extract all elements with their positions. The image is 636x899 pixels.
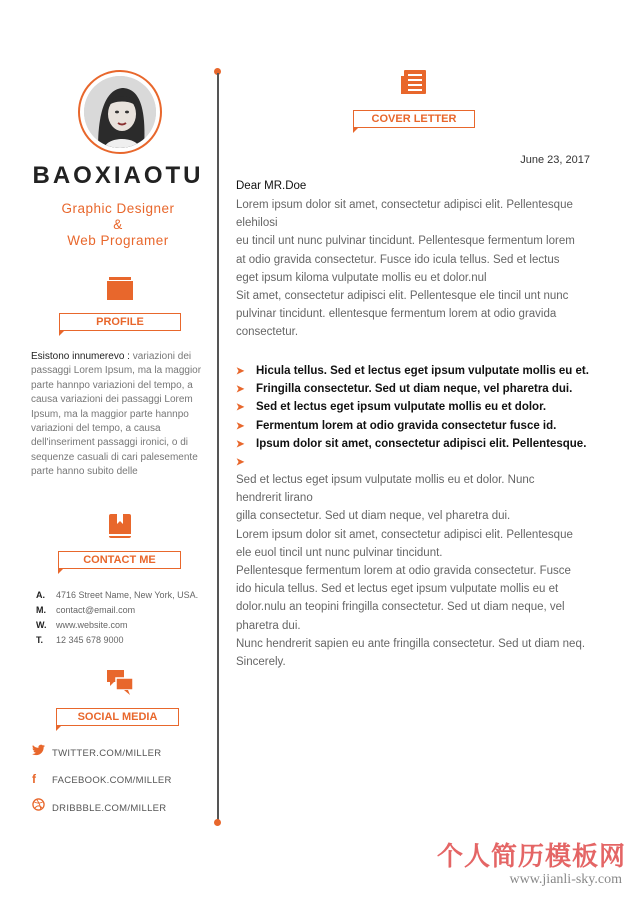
text-line: pharetra dui. [236,619,301,632]
list-item [236,398,616,416]
person-name: BAOXIAOTU [32,162,204,189]
text-line: ido hicula tellus. Sed et lectus eget ipsum vulputate mollis eu et [236,583,559,596]
bullet-text: Sed et lectus eget ipsum vulputate mollis eu et dolor. [256,401,547,414]
social-label: FACEBOOK.COM/MILLER [52,775,172,786]
social-label: DRIBBBLE.COM/MILLER [52,803,167,814]
contact-key: A. [36,590,45,600]
profile-body: variazioni dei passaggi Lorem Ipsum, ma la maggior parte hannpo variazioni del tempo, a causa variazioni dei passaggi Lorem Ipsum, ma la maggior parte hannpo variazioni del tempo, a causa dell'inseriment passaggi ironici, o di sequenze casuali di cari palesemente parte hanno subito delle [31,351,202,478]
profile-heading: PROFILE [59,313,181,331]
arrow-bullet-icon: ➤ [236,366,245,377]
list-item [236,362,616,380]
text-line: Sincerely. [236,656,286,669]
cover-letter-heading: COVER LETTER [353,110,475,128]
arrow-bullet-icon: ➤ [236,420,245,432]
social-heading: SOCIAL MEDIA [56,708,179,726]
text-line: Lorem ipsum dolor sit amet, consectetur adipisci elit. Pellentesque [236,528,573,541]
avatar [84,76,156,148]
bullet-list [236,362,616,471]
text-line: Sit amet, consectetur adipisci elit. Pellentesque ele tincil unt nunc [236,290,569,303]
newspaper-icon [400,68,428,96]
role-line-1: Graphic Designer [61,201,175,216]
contact-email [36,605,135,615]
text-line: Sed et lectus eget ipsum vulputate mollis eu et dolor. Nunc [236,474,535,486]
contact-phone [36,635,124,645]
role-line-3: Web Programer [67,233,169,248]
arrow-bullet-icon: ➤ [236,438,245,450]
profile-lead: Esistono innumerevo : [31,351,130,362]
text-line: dolor.nulu an teopini fringilla consectetur. Sed ut diam neque, vel [236,601,565,614]
text-line: at odio gravida consectetur. Fusce ido icula tellus. Sed et lectus [236,253,560,266]
text-line: consectetur. [236,326,299,339]
contact-address [36,590,198,600]
text-line: eget ipsum kiloma vulputate mollis eu et dolor.nul [236,271,487,284]
profile-text [31,350,215,492]
watermark-url: www.jianli-sky.com [509,872,622,887]
divider-bottom-dot [214,819,221,826]
letter-paragraph-2 [236,471,596,671]
social-facebook[interactable] [32,772,172,786]
list-item [236,435,616,453]
list-item [236,380,616,398]
dribbble-icon [32,798,52,814]
contact-value: 12 345 678 9000 [56,635,124,645]
contact-heading: CONTACT ME [58,551,181,569]
bullet-text: Ipsum dolor sit amet, consectetur adipisci elit. Pellentesque. [256,437,587,450]
column-divider [217,73,219,822]
letter-paragraph-1 [236,196,596,342]
text-line: ele euol tincil unt nunc pulvinar tincidunt. [236,546,443,559]
list-item [236,417,616,435]
bullet-text: Fringilla consectetur. Sed ut diam neque, vel pharetra dui. [256,383,573,396]
contact-key: W. [36,620,47,630]
contact-website [36,620,128,630]
arrow-bullet-icon: ➤ [236,384,245,396]
text-line: hendrerit lirano [236,492,313,505]
text-line: Lorem ipsum dolor sit amet, consectetur adipisci elit. Pellentesque [236,199,573,211]
bullet-text: Hicula tellus. Sed et lectus eget ipsum vulputate mollis eu et. [256,365,589,377]
arrow-bullet-icon: ➤ [236,402,245,414]
bullet-text: Fermentum lorem at odio gravida consectetur fusce id. [256,419,557,432]
twitter-icon [32,744,52,759]
text-line: elehilosi [236,217,278,230]
contact-value: 4716 Street Name, New York, USA. [56,590,199,600]
contact-key: M. [36,605,46,615]
watermark-text: 个人简历模板网 [436,841,626,871]
greeting: Dear MR.Doe [236,180,307,192]
text-line: Pellentesque fermentum lorem at odio gravida consectetur. Fusce [236,565,571,578]
text-line: pulvinar tincidunt. ellentesque fermentum lorem at odio gravida [236,308,557,321]
contact-value[interactable]: www.website.com [56,620,128,630]
contact-key: T. [36,635,44,645]
folder-icon [106,275,134,303]
text-line: gilla consectetur. Sed ut diam neque, vel pharetra dui. [236,510,511,523]
contact-value[interactable]: contact@email.com [56,605,136,615]
list-item [236,453,616,471]
social-twitter[interactable] [32,744,161,759]
text-line: eu tincil unt nunc pulvinar tincidunt. Pellentesque fermentum lorem [236,235,575,248]
letter-date: June 23, 2017 [520,154,590,166]
text-line: Nunc hendrerit sapien eu ante fringilla consectetur. Sed ut diam neq. [236,637,586,650]
social-label: TWITTER.COM/MILLER [52,748,162,759]
facebook-icon: f [32,772,37,786]
chat-icon [106,668,134,696]
book-icon [106,512,134,540]
role-line-2: & [113,217,123,232]
social-dribbble[interactable] [32,798,166,814]
arrow-bullet-icon: ➤ [236,456,245,468]
